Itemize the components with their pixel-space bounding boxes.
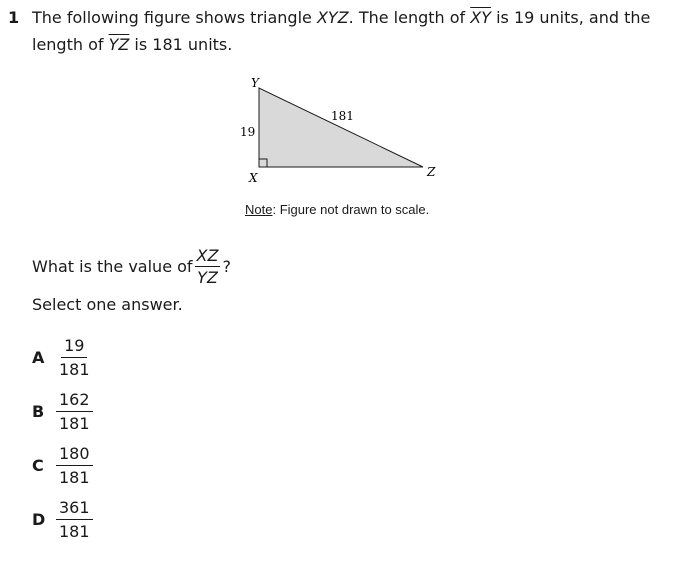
side-yz-label: 181 [331,109,354,123]
choice-fraction [56,335,93,380]
prompt-text: What is the value of [32,257,193,276]
segment-xy: $\overline{XY}$ [470,8,491,27]
fraction-denominator: 181 [59,414,90,433]
stem-text: . The length of [348,8,471,27]
answer-choice-d[interactable] [32,497,95,542]
fraction-denominator: 181 [59,468,90,487]
figure-note [245,202,429,217]
triangle-figure [230,72,460,192]
choice-fraction [56,497,93,542]
choice-fraction [56,443,93,488]
fraction-denominator: YZ [197,268,218,287]
triangle-shape [259,88,423,167]
note-label: Note [245,202,273,217]
stem-text: The following figure shows triangle [32,8,317,27]
choice-fraction [56,389,93,434]
answer-choice-c[interactable] [32,443,95,488]
fraction-numerator: 162 [56,389,93,412]
stem-text: is 19 units, and the [490,8,651,27]
answer-choice-a[interactable] [32,335,95,380]
note-text: : Figure not drawn to scale. [272,202,430,217]
stem-text: length of [32,35,109,54]
choice-letter: B [32,402,45,421]
stem-text: is 181 units. [129,35,233,54]
choice-letter: D [32,510,46,529]
choice-letter: A [32,348,45,367]
segment-yz: $\overline{YZ}$ [108,35,130,54]
prompt-fraction [195,246,221,287]
select-instruction: Select one answer. [32,295,183,314]
question-stem-line2 [32,31,232,58]
answer-choice-b[interactable] [32,389,95,434]
question-prompt [32,246,231,287]
fraction-denominator: 181 [59,360,90,379]
fraction-denominator: 181 [59,522,90,541]
fraction-numerator: 361 [56,497,93,520]
vertex-x-label: X [249,171,258,185]
side-xy-label: 19 [240,125,256,139]
question-stem-line1 [32,4,650,31]
question-number: 1 [8,8,20,27]
fraction-numerator: 180 [56,443,93,466]
prompt-suffix: ? [222,257,231,276]
vertex-z-label: Z [427,165,436,179]
fraction-numerator: 19 [61,335,87,358]
fraction-numerator: XZ [196,246,219,265]
choice-letter: C [32,456,44,475]
vertex-y-label: Y [251,76,259,90]
triangle-name: XYZ [316,8,349,27]
